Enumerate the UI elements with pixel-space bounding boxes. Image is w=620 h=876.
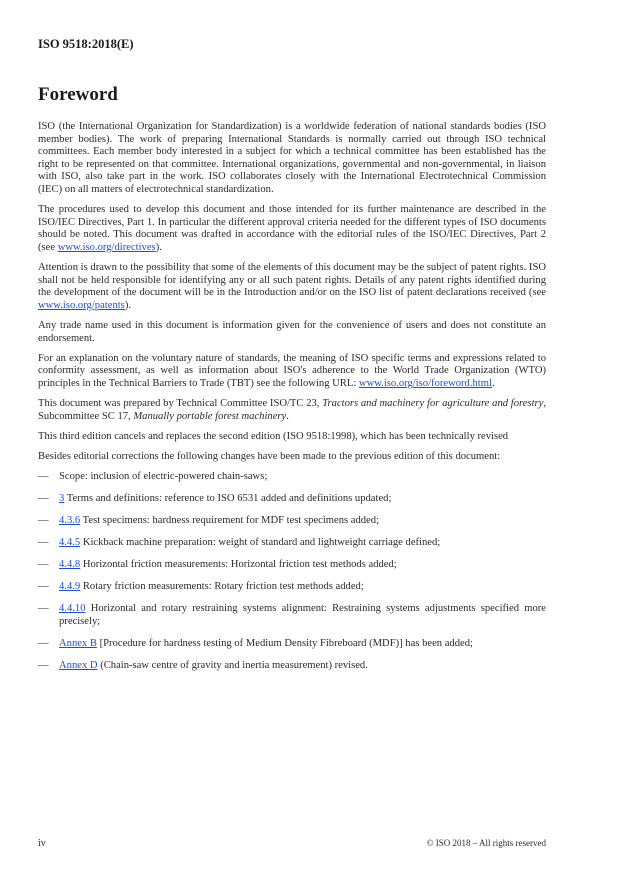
list-item: [38, 515, 546, 528]
list-item: [38, 559, 546, 572]
paragraph-trade-name: Any trade name used in this document is information given for the convenience of users and does not constitute an endorsement.: [38, 320, 546, 344]
dash-bullet: —: [38, 581, 49, 593]
annex-link[interactable]: Annex B: [59, 637, 97, 649]
clause-link[interactable]: 4.4.10: [59, 603, 86, 615]
annex-link[interactable]: Annex D: [59, 659, 98, 671]
list-item: [38, 638, 546, 651]
item-text: Rotary friction measurements: Rotary friction test methods added;: [80, 581, 364, 593]
list-item: [38, 537, 546, 550]
changes-list: [38, 471, 546, 672]
paragraph-text: .: [286, 410, 289, 422]
dash-bullet: —: [38, 493, 49, 505]
list-item: [38, 471, 546, 484]
clause-link[interactable]: 4.3.6: [59, 515, 81, 527]
document-identifier: ISO 9518:2018(E): [38, 37, 134, 51]
list-item: [38, 581, 546, 594]
page-number: iv: [38, 838, 46, 849]
directives-link[interactable]: www.iso.org/directives: [57, 241, 156, 253]
clause-link[interactable]: 4.4.8: [59, 559, 81, 571]
dash-bullet: —: [38, 471, 49, 483]
item-text: (Chain-saw centre of gravity and inertia measurement) revised.: [97, 659, 368, 671]
paragraph-text: Attention is drawn to the possibility that some of the elements of this document may be the subject of patent rights. ISO shall not be held responsible for identifying any or all such patent rights. Details of any patent rights identified during the development of the document will be in the Introduction and/or on the ISO list of patent declarations received (see: [38, 262, 546, 299]
paragraph-changes-intro: Besides editorial corrections the following changes have been made to the previous edition of this document:: [38, 451, 501, 463]
paragraph-iso-intro: ISO (the International Organization for Standardization) is a worldwide federation of national standards bodies (ISO member bodies). The work of preparing International Standards is normally carried out through ISO technical committees. Each member body interested in a subject for which a technical committee has been established has the right to be represented on that committee. International organizations, governmental and non-governmental, in liaison with ISO, also take part in the work. ISO collaborates closely with the International Electrotechnical Commission (IEC) on all matters of electrotechnical standardization.: [38, 121, 546, 195]
item-text: Terms and definitions: reference to ISO 6531 added and definitions updated;: [64, 493, 392, 505]
dash-bullet: —: [38, 603, 49, 615]
clause-link[interactable]: 3: [59, 493, 65, 505]
item-text: Scope: inclusion of electric-powered chain-saws;: [59, 471, 268, 483]
paragraph-patents: [38, 262, 546, 312]
item-text: Horizontal friction measurements: Horizontal friction test methods added;: [80, 559, 397, 571]
paragraph-text: The procedures used to develop this document and those intended for its further maintenance are described in the ISO/IEC Directives, Part 1. In particular the different approval criteria needed for the different types of ISO documents should be noted. This document was drafted in accordance with the editorial rules of the ISO/IEC Directives, Part 2 (see: [38, 204, 546, 253]
dash-bullet: —: [38, 559, 49, 571]
paragraph-committee: [38, 398, 546, 423]
paragraph-voluntary-nature: [38, 353, 546, 391]
dash-bullet: —: [38, 515, 49, 527]
clause-link[interactable]: 4.4.9: [59, 581, 81, 593]
paragraph-text: ).: [155, 241, 162, 253]
item-text: Test specimens: hardness requirement for MDF test specimens added;: [80, 515, 380, 527]
dash-bullet: —: [38, 637, 49, 649]
foreword-link[interactable]: www.iso.org/iso/foreword.html: [358, 378, 492, 390]
committee-title: Tractors and machinery for agriculture and forestry: [322, 398, 544, 410]
item-text: Horizontal and rotary restraining systems alignment: Restraining systems adjustments specified more precisely;: [59, 603, 546, 627]
paragraph-text: ).: [124, 299, 131, 311]
paragraph-edition: This third edition cancels and replaces the second edition (ISO 9518:1998), which has been technically revised: [38, 431, 509, 443]
paragraph-text: This document was prepared by Technical Committee ISO/TC 23,: [38, 398, 323, 410]
list-item: [38, 493, 546, 506]
dash-bullet: —: [38, 659, 49, 671]
section-heading: Foreword: [38, 84, 118, 105]
item-text: Kickback machine preparation: weight of standard and lightweight carriage defined;: [80, 537, 441, 549]
patents-link[interactable]: www.iso.org/patents: [38, 299, 125, 311]
subcommittee-title: Manually portable forest machinery: [133, 410, 287, 422]
list-item: [38, 603, 546, 628]
copyright-notice: © ISO 2018 – All rights reserved: [426, 838, 546, 848]
paragraph-text: , Subcommittee SC 17,: [38, 398, 547, 422]
clause-link[interactable]: 4.4.5: [59, 537, 81, 549]
dash-bullet: —: [38, 537, 49, 549]
list-item: [38, 660, 546, 673]
foreword-body: [38, 121, 546, 682]
paragraph-text: For an explanation on the voluntary nature of standards, the meaning of ISO specific terms and expressions related to conformity assessment, as well as information about ISO's adherence to the World Trade Organization (WTO) principles in the Technical Barriers to Trade (TBT) see the following URL:: [38, 352, 546, 390]
paragraph-procedures: [38, 204, 546, 254]
item-text: [Procedure for hardness testing of Medium Density Fibreboard (MDF)] has been added;: [96, 637, 473, 649]
paragraph-text: .: [491, 378, 495, 390]
